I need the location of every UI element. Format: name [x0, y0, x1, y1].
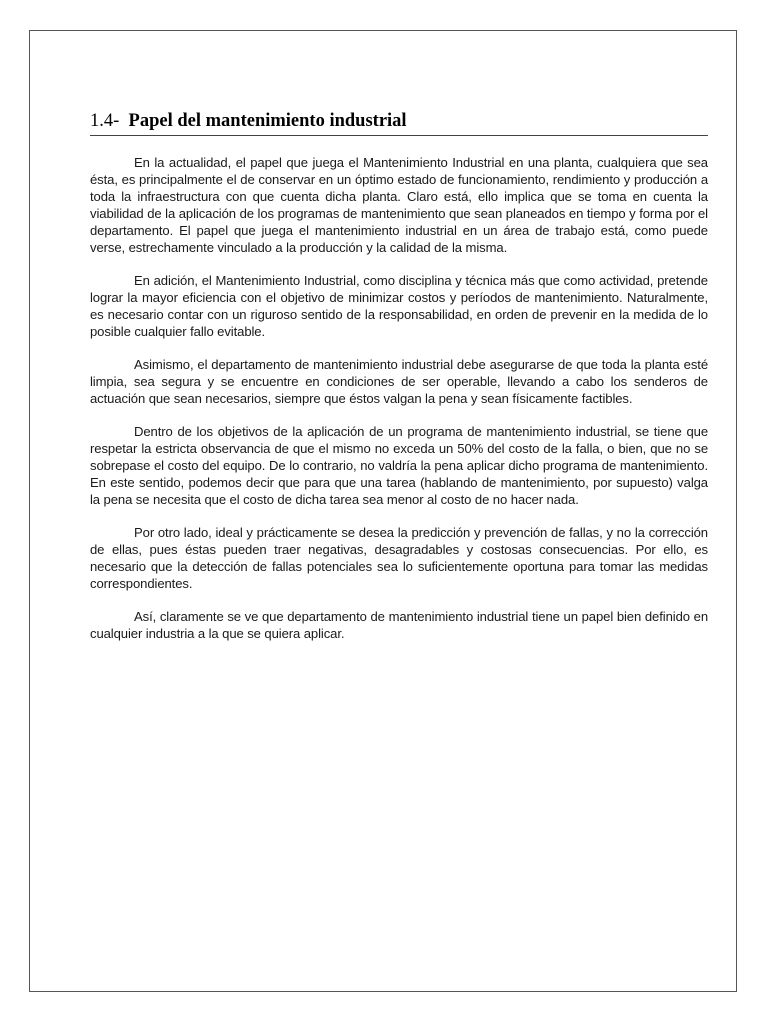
section-number: 1.4-: [90, 111, 120, 131]
paragraph: Dentro de los objetivos de la aplicación de un programa de mantenimiento industrial, se tiene que respetar la estricta observancia de que el mismo no exceda un 50% del costo de la falla, o bien, que no se sobrepase el costo del equipo. De lo contrario, no valdría la pena aplicar dicho programa de mantenimiento. En este sentido, podemos decir que para que una tarea (hablando de mantenimiento, por supuesto) valga la pena se necesita que el costo de dicha tarea sea menor al costo de no hacer nada.: [90, 424, 708, 507]
page-content: [90, 110, 708, 660]
document-page: [29, 30, 737, 992]
paragraph: En la actualidad, el papel que juega el Mantenimiento Industrial en una planta, cualquiera que sea ésta, es principalmente el de conservar en un óptimo estado de funcionamiento, rendimiento y producción a toda la infraestructura con que cuenta dicha planta. Claro está, ello implica que se toma en cuenta la viabilidad de la aplicación de los programas de mantenimiento que sean planeados en tiempo y forma por el departamento. El papel que juega el mantenimiento industrial en un área de trabajo está, como puede verse, estrechamente vinculado a la producción y la calidad de la misma.: [90, 155, 708, 255]
paragraph: Asimismo, el departamento de mantenimiento industrial debe asegurarse de que toda la planta esté limpia, sea segura y se encuentre en condiciones de ser operable, llevando a cabo los senderos de actuación que sean necesarios, siempre que éstos valgan la pena y sean físicamente factibles.: [90, 357, 708, 406]
paragraph: En adición, el Mantenimiento Industrial, como disciplina y técnica más que como actividad, pretende lograr la mayor eficiencia con el objetivo de minimizar costos y períodos de mantenimiento. Naturalmente, es necesario contar con un riguroso sentido de la responsabilidad, en orden de prevenir en la medida de lo posible cualquier fallo evitable.: [90, 272, 708, 339]
section-heading: [90, 110, 708, 136]
paragraph: Por otro lado, ideal y prácticamente se desea la predicción y prevención de fallas, y no la corrección de ellas, pues éstas pueden traer negativas, desagradables y costosas consecuencias. Por ello, es necesario que la detección de fallas potenciales sea lo suficientemente oportuna para tomar las medidas correspondientes.: [90, 525, 708, 592]
paragraph: Así, claramente se ve que departamento de mantenimiento industrial tiene un papel bien definido en cualquier industria a la que se quiera aplicar.: [90, 609, 708, 642]
section-title: Papel del mantenimiento industrial: [128, 111, 407, 131]
section-body: [90, 155, 708, 643]
